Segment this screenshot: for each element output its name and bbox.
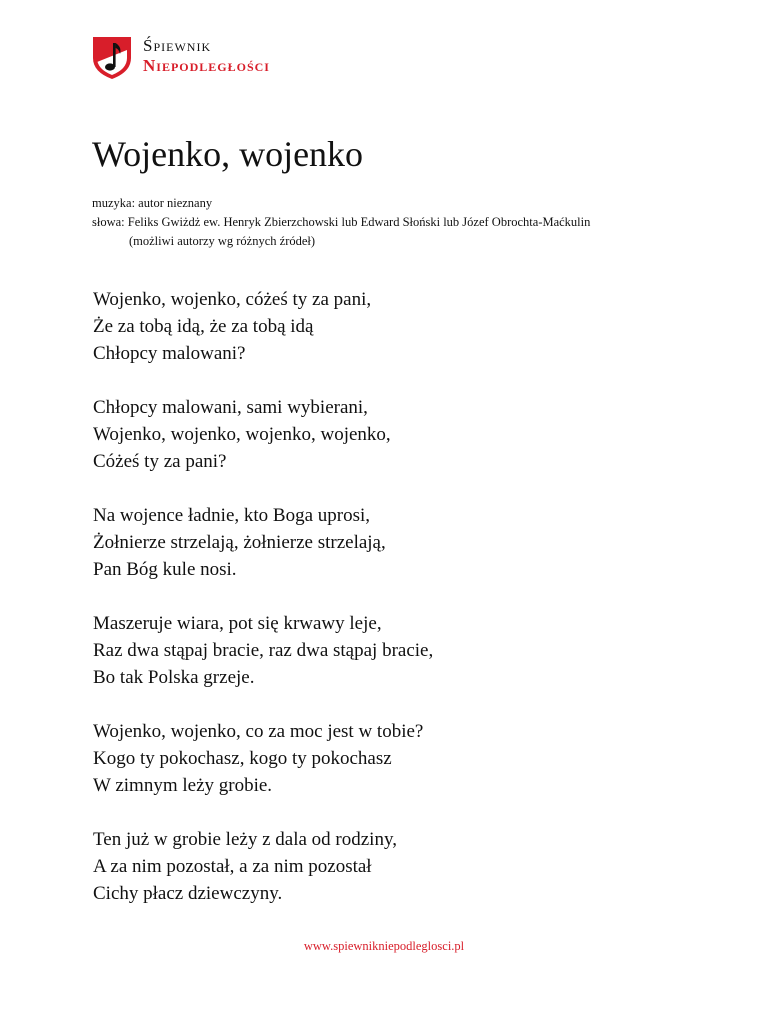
lyric-line: Chłopcy malowani, sami wybierani,: [93, 397, 368, 418]
stanza: [93, 610, 433, 691]
lyric-line: Wojenko, wojenko, co za moc jest w tobie?: [93, 721, 424, 742]
lyric-line: Bo tak Polska grzeje.: [93, 667, 255, 688]
stanza: [93, 286, 433, 367]
lyric-line: Maszeruje wiara, pot się krwawy leje,: [93, 613, 382, 634]
song-credits: [92, 194, 590, 251]
lyric-line: Chłopcy malowani?: [93, 343, 246, 364]
lyric-line: A za nim pozostał, a za nim pozostał: [93, 856, 372, 877]
lyric-line: Kogo ty pokochasz, kogo ty pokochasz: [93, 748, 392, 769]
stanza: [93, 718, 433, 799]
lyric-line: W zimnym leży grobie.: [93, 775, 273, 796]
lyric-line: Cichy płacz dziewczyny.: [93, 883, 283, 904]
song-lyrics: [93, 286, 433, 934]
song-title: Wojenko, wojenko: [92, 134, 364, 174]
lyric-line: Raz dwa stąpaj bracie, raz dwa stąpaj bracie,: [93, 640, 434, 661]
brand-title-line2: Niepodległości: [143, 56, 270, 75]
lyric-line: Pan Bóg kule nosi.: [93, 559, 237, 580]
credits-note: (możliwi autorzy wg różnych źródeł): [129, 234, 316, 248]
footer-url[interactable]: www.spiewnikniepodleglosci.pl: [303, 939, 465, 953]
lyric-line: Cóżeś ty za pani?: [93, 451, 227, 472]
brand-header: [90, 34, 270, 80]
stanza: [93, 826, 433, 907]
stanza: [93, 502, 433, 583]
brand-title-line1: Śpiewnik: [143, 36, 212, 55]
lyric-line: Na wojence ładnie, kto Boga uprosi,: [93, 505, 371, 526]
credits-music: muzyka: autor nieznany: [92, 196, 213, 210]
lyric-line: Wojenko, wojenko, wojenko, wojenko,: [93, 424, 391, 445]
lyric-line: Że za tobą idą, że za tobą idą: [93, 316, 314, 337]
stanza: [93, 394, 433, 475]
shield-note-icon: [90, 34, 134, 80]
lyric-line: Żołnierze strzelają, żołnierze strzelają,: [93, 532, 386, 553]
lyric-line: Ten już w grobie leży z dala od rodziny,: [93, 829, 397, 850]
credits-lyrics: słowa: Feliks Gwiżdż ew. Henryk Zbierzchowski lub Edward Słoński lub Józef Obrochta-Maćkulin: [92, 215, 591, 229]
lyric-line: Wojenko, wojenko, cóżeś ty za pani,: [93, 289, 372, 310]
